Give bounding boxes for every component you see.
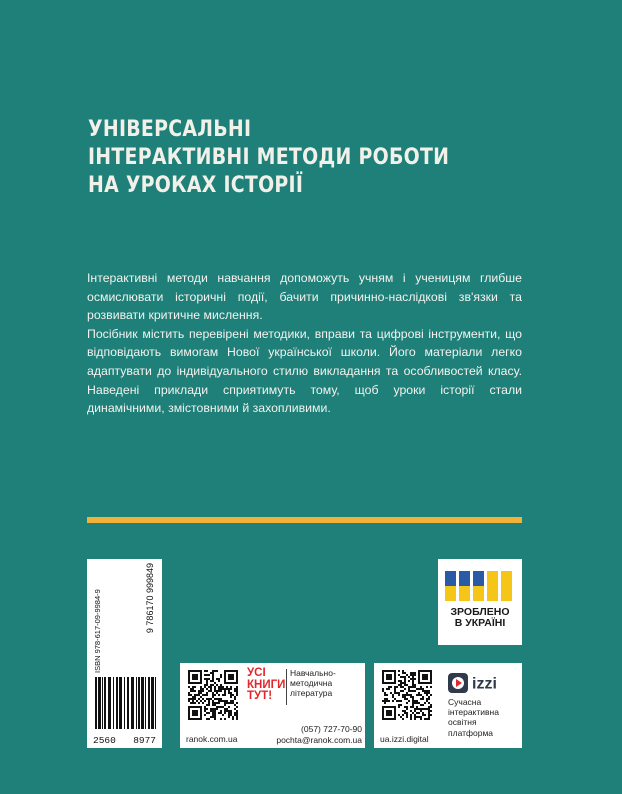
category-line-2: методична [290,678,333,688]
barcode-digits-right: 8977 [133,735,156,746]
card-divider [286,669,287,705]
contact-info [250,724,362,745]
contact-email[interactable]: pochta@ranok.com.ua [276,734,362,745]
accent-divider [87,517,522,523]
description-paragraph-2: Посібник містить перевірені методики, вправи та цифрові інструменти, що відповідають вимогам Нової української школи. Його матеріали легко адаптувати до індивідуального стилю викладання та особливостей класу. Наведені приклади сприятимуть тому, щоб уроки історії стали динамічними, змістовними й захопливими. [87,326,522,416]
book-title [88,116,449,200]
izzi-desc-line-4: платформа [448,727,494,738]
made-in-ukraine-line2: В УКРАЇНІ [454,617,506,629]
promo-label [247,668,287,703]
contact-phone[interactable]: (057) 727-70-90 [301,724,362,734]
made-in-ukraine-line1: ЗРОБЛЕНО [450,606,510,618]
barcode-vertical-number: 9 786170 999849 [145,563,155,634]
izzi-desc-line-2: інтерактивна [448,707,499,718]
category-line-3: література [290,688,333,698]
izzi-info-card [374,663,522,748]
izzi-url[interactable]: ua.izzi.digital [380,734,429,744]
made-in-ukraine-badge [438,559,522,645]
title-line-3: НА УРОКАХ ІСТОРІЇ [88,173,304,198]
title-line-2: ІНТЕРАКТИВНІ МЕТОДИ РОБОТИ [88,145,450,170]
title-line-1: УНІВЕРСАЛЬНІ [88,117,252,142]
ranok-qr-code-icon [188,670,238,720]
book-description [87,269,522,418]
promo-line-3: ТУТ! [247,690,273,702]
ukraine-flag-icon [445,571,515,601]
isbn-text: ISBN 978-617-09-9984-9 [93,589,102,673]
promo-line-2: КНИГИ [247,678,286,691]
description-paragraph-1: Інтерактивні методи навчання допоможуть учням і ученицям глибше осмислювати історичні події, бачити причинно-наслідкові зв'язки та розвивати критичне мислення. [87,271,522,323]
barcode-block [87,559,162,748]
ranok-url[interactable]: ranok.com.ua [186,734,238,744]
izzi-qr-code-icon [382,670,432,720]
izzi-desc-line-3: освітня [448,717,477,728]
category-line-1: Навчально- [290,668,336,678]
izzi-desc-line-1: Сучасна [448,697,482,707]
promo-line-1: УСІ [247,667,266,679]
category-label [290,668,336,698]
izzi-logo-text: izzi [472,675,497,693]
barcode-digits [93,735,156,746]
ranok-info-card [180,663,365,748]
barcode-digits-left: 2560 [93,735,116,746]
izzi-description [448,697,499,738]
izzi-logo-icon [448,673,514,693]
